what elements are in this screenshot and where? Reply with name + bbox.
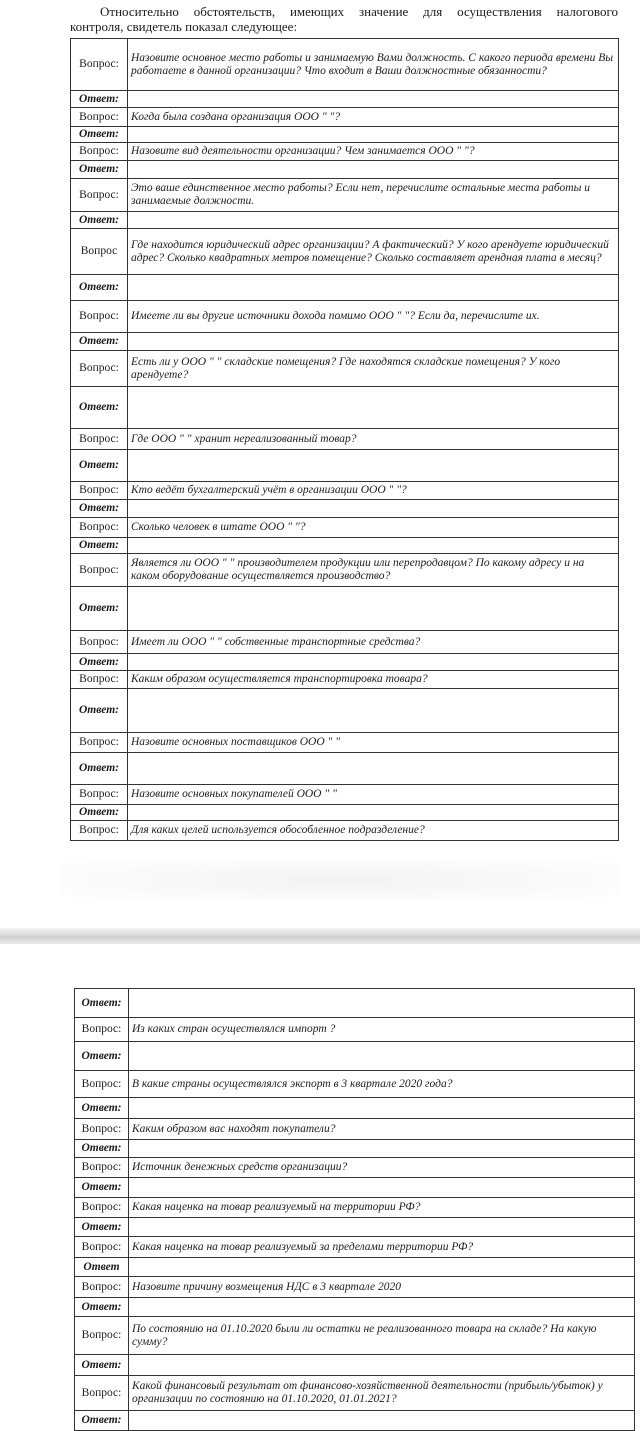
question-text: Каким образом осуществляется транспортировка товара? [128,671,619,689]
answer-field[interactable] [128,500,619,518]
question-label: Вопрос: [71,518,128,538]
answer-label: Ответ: [71,212,128,229]
answer-field[interactable] [128,805,619,821]
answer-field[interactable] [129,989,635,1018]
intro-line-1: Относительно обстоятельств, имеющих значение для осуществления налогового [100,4,618,19]
answer-field[interactable] [128,753,619,785]
question-label: Вопрос: [71,631,128,654]
question-row [75,1158,635,1178]
question-label: Вопрос: [75,1198,129,1218]
answer-row [71,450,619,482]
question-row [71,108,619,127]
question-label: Вопрос: [71,671,128,689]
answer-row [71,805,619,821]
question-row [75,1277,635,1298]
answer-label: Ответ: [71,387,128,429]
question-label: Вопрос: [71,143,128,161]
answer-field[interactable] [128,538,619,554]
question-label: Вопрос: [75,1277,129,1298]
answer-label: Ответ: [71,689,128,733]
answer-field[interactable] [128,450,619,482]
question-label: Вопрос: [71,733,128,753]
question-row [71,429,619,450]
question-label: Вопрос: [75,1071,129,1098]
question-label: Вопрос: [75,1376,129,1411]
question-text: Назовите вид деятельности организации? Чем занимается ООО " "? [128,143,619,161]
question-label: Вопрос: [71,785,128,805]
answer-field[interactable] [129,1258,635,1277]
question-text: Кто ведёт бухгалтерский учёт в организации ООО " "? [128,482,619,500]
answer-row [71,753,619,785]
question-label: Вопрос: [75,1237,129,1258]
question-text: Источник денежных средств организации? [129,1158,635,1178]
answer-row [71,500,619,518]
answer-row [75,989,635,1018]
answer-label: Ответ: [71,654,128,671]
question-row [71,143,619,161]
question-text: Когда была создана организация ООО " "? [128,108,619,127]
question-text: Какой финансовый результат от финансово-хозяйственной деятельности (прибыль/убыток) у организации по состоянию на 01.10.2020, 01.01.2021? [129,1376,635,1411]
answer-field[interactable] [128,275,619,301]
answer-label: Ответ: [75,1140,129,1158]
answer-label: Ответ: [71,91,128,108]
question-row [71,671,619,689]
question-text: По состоянию на 01.10.2020 были ли остатки не реализованного товара на складе? На какую сумму? [129,1317,635,1355]
question-label: Вопрос: [75,1158,129,1178]
answer-row [71,161,619,179]
question-row [75,1376,635,1411]
answer-row [71,587,619,631]
answer-field[interactable] [128,654,619,671]
answer-label: Ответ: [71,805,128,821]
answer-row [71,212,619,229]
answer-label: Ответ: [75,989,129,1018]
answer-row [75,1355,635,1376]
answer-row [71,127,619,143]
answer-row [75,1298,635,1317]
answer-field[interactable] [128,212,619,229]
answer-label: Ответ: [71,753,128,785]
question-label: Вопрос: [71,301,128,333]
question-label: Вопрос: [71,179,128,212]
question-text: Из каких стран осуществлялся импорт ? [129,1018,635,1042]
question-text: Назовите причину возмещения НДС в 3 квартале 2020 [129,1277,635,1298]
answer-field[interactable] [128,387,619,429]
question-row [75,1198,635,1218]
answer-label: Ответ: [75,1298,129,1317]
answer-label: Ответ: [75,1218,129,1237]
question-text: Назовите основных покупателей ООО " " [128,785,619,805]
question-text: Какая наценка на товар реализуемый на территории РФ? [129,1198,635,1218]
question-text: Есть ли у ООО " " складские помещения? Где находятся складские помещения? У кого арендуете? [128,351,619,387]
answer-field[interactable] [129,1218,635,1237]
question-text: Где находится юридический адрес организации? А фактический? У кого арендуете юридический адрес? Сколько квадратных метров помещение? Сколько составляет арендная плата в месяц? [128,229,619,275]
answer-row [75,1258,635,1277]
answer-row [75,1178,635,1198]
question-row [71,785,619,805]
intro-line-2: контроля, свидетель показал следующее: [70,19,298,34]
answer-row [71,387,619,429]
answer-label: Ответ: [75,1178,129,1198]
question-row [71,229,619,275]
scan-shadow [60,860,620,900]
question-row [71,733,619,753]
answer-field[interactable] [129,1178,635,1198]
question-text: Где ООО " " хранит нереализованный товар? [128,429,619,450]
answer-field[interactable] [129,1140,635,1158]
answer-label: Ответ [75,1258,129,1277]
question-text: Какая наценка на товар реализуемый за пределами территории РФ? [129,1237,635,1258]
question-text: Имеете ли вы другие источники дохода помимо ООО " "? Если да, перечислите их. [128,301,619,333]
answer-row [75,1218,635,1237]
question-row [75,1317,635,1355]
answer-row [75,1140,635,1158]
answer-label: Ответ: [75,1411,129,1431]
question-label: Вопрос: [75,1119,129,1140]
interrogation-table-page-1 [70,38,619,841]
answer-field[interactable] [129,1042,635,1071]
answer-field[interactable] [128,127,619,143]
question-row [71,631,619,654]
question-row [71,482,619,500]
question-label: Вопрос: [71,429,128,450]
answer-label: Ответ: [71,500,128,518]
question-text: Сколько человек в штате ООО " "? [128,518,619,538]
answer-label: Ответ: [71,275,128,301]
answer-row [71,689,619,733]
question-label: Вопрос: [71,39,128,91]
question-row [71,821,619,841]
intro-paragraph [70,4,618,34]
question-text: Это ваше единственное место работы? Если нет, перечислите остальные места работы и занимаемые должности. [128,179,619,212]
question-label: Вопрос [71,229,128,275]
question-text: Для каких целей используется обособленное подразделение? [128,821,619,841]
answer-field[interactable] [128,587,619,631]
answer-field[interactable] [129,1098,635,1119]
answer-field[interactable] [128,689,619,733]
question-text: Назовите основное место работы и занимаемую Вами должность. С какого периода времени Вы работаете в данной организации? Что входит в Ваши должностные обязанности? [128,39,619,91]
question-label: Вопрос: [71,821,128,841]
question-row [71,179,619,212]
answer-label: Ответ: [71,538,128,554]
question-label: Вопрос: [75,1317,129,1355]
answer-row [75,1098,635,1119]
question-row [71,351,619,387]
answer-row [71,333,619,351]
question-text: Каким образом вас находят покупатели? [129,1119,635,1140]
question-row [71,554,619,587]
answer-row [71,654,619,671]
question-text: Имеет ли ООО " " собственные транспортные средства? [128,631,619,654]
question-row [75,1237,635,1258]
answer-row [71,91,619,108]
answer-row [71,275,619,301]
question-row [75,1119,635,1140]
answer-field[interactable] [128,91,619,108]
answer-label: Ответ: [75,1355,129,1376]
answer-label: Ответ: [71,587,128,631]
answer-field[interactable] [129,1298,635,1317]
question-row [71,301,619,333]
question-label: Вопрос: [75,1018,129,1042]
question-text: Назовите основных поставщиков ООО " " [128,733,619,753]
question-text: В какие страны осуществлялся экспорт в 3 квартале 2020 года? [129,1071,635,1098]
answer-field[interactable] [128,161,619,179]
question-row [75,1018,635,1042]
answer-field[interactable] [128,333,619,351]
interrogation-table-page-2 [74,988,635,1431]
question-row [71,39,619,91]
answer-field[interactable] [129,1355,635,1376]
question-row [71,518,619,538]
answer-label: Ответ: [71,450,128,482]
question-label: Вопрос: [71,482,128,500]
question-label: Вопрос: [71,351,128,387]
answer-row [75,1042,635,1071]
question-text: Является ли ООО " " производителем продукции или перепродавцом? По какому адресу и на каком оборудование осуществляется производство? [128,554,619,587]
answer-label: Ответ: [71,333,128,351]
answer-label: Ответ: [75,1098,129,1119]
answer-row [71,538,619,554]
answer-label: Ответ: [71,127,128,143]
answer-label: Ответ: [71,161,128,179]
answer-label: Ответ: [75,1042,129,1071]
question-label: Вопрос: [71,554,128,587]
question-row [75,1071,635,1098]
page-separator [0,928,640,944]
question-label: Вопрос: [71,108,128,127]
